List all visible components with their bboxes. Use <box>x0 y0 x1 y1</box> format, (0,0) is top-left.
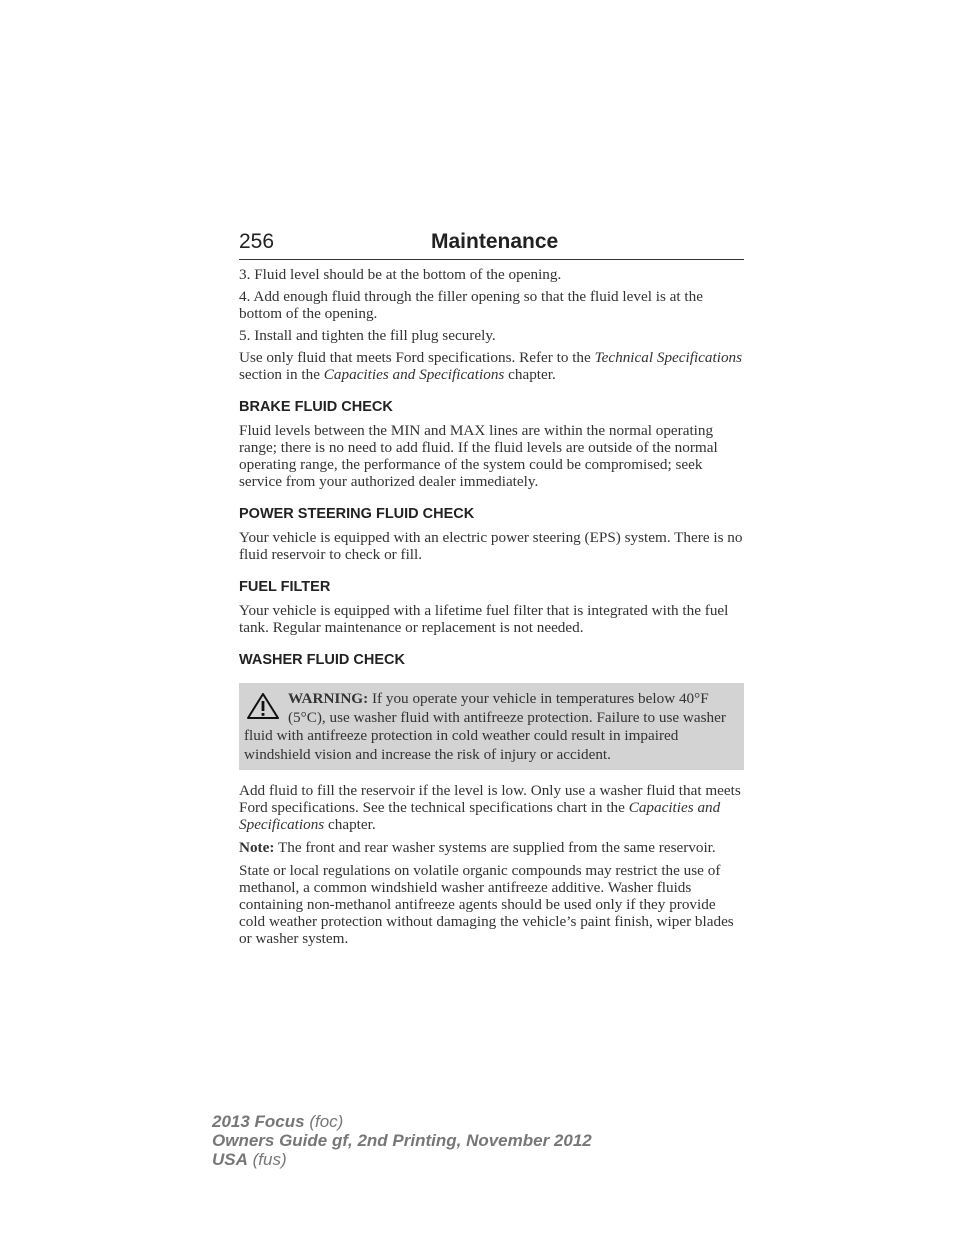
warning-label: WARNING: <box>288 690 369 707</box>
step-5: 5. Install and tighten the fill plug securely. <box>239 327 496 344</box>
warning-text: If you operate your vehicle in temperatures below 40°F (5°C), use washer fluid with antifreeze protection. Failure to use washer fluid with antifreeze protection in cold weather could result in impaired windshield vision and increase the risk of injury or accident. <box>244 690 726 763</box>
heading-brake-fluid: BRAKE FLUID CHECK <box>239 399 393 415</box>
heading-washer-fluid: WASHER FLUID CHECK <box>239 652 405 668</box>
link-technical-specifications: Technical Specifications <box>594 349 743 366</box>
fuel-filter-text: Your vehicle is equipped with a lifetime fuel filter that is integrated with the fuel tank. Regular maintenance or replacement is not needed. <box>239 602 729 636</box>
step-3: 3. Fluid level should be at the bottom of the opening. <box>239 266 562 283</box>
link-capacities-specifications: Capacities and Specifications <box>323 366 505 383</box>
washer-note: Note: The front and rear washer systems are supplied from the same reservoir. <box>239 839 716 856</box>
page-footer <box>212 1112 592 1169</box>
page-content <box>239 266 744 953</box>
link-capacities-specifications-2: Capacities and Specifications <box>239 799 721 833</box>
washer-add-text: Add fluid to fill the reservoir if the level is low. Only use a washer fluid that meets Ford specifications. See the technical specifications chart in the Capacities and Specifications chapter. <box>239 782 741 833</box>
brake-text: Fluid levels between the MIN and MAX lines are within the normal operating range; there is no need to add fluid. If the fluid levels are outside of the normal operating range, the performance of the system could be compromised; seek service from your authorized dealer immediately. <box>239 422 718 490</box>
spec-note: Use only fluid that meets Ford specifications. Refer to the Technical Specifications section in the Capacities and Specifications chapter. <box>239 349 743 383</box>
footer-guide: Owners Guide gf, 2nd Printing, November 2012 <box>212 1131 592 1150</box>
footer-model: 2013 Focus (foc) <box>212 1112 344 1131</box>
washer-regulations: State or local regulations on volatile organic compounds may restrict the use of methanol, a common windshield washer antifreeze additive. Washer fluids containing non-methanol antifreeze agents should be used only if they provide cold weather protection without damaging the vehicle’s paint finish, wiper blades or washer system. <box>239 862 734 947</box>
note-label: Note: <box>239 839 275 856</box>
page-header <box>239 228 744 260</box>
page-number: 256 <box>239 230 275 253</box>
step-4: 4. Add enough fluid through the filler opening so that the fluid level is at the bottom of the opening. <box>239 288 703 322</box>
warning-box <box>239 683 744 770</box>
heading-power-steering: POWER STEERING FLUID CHECK <box>239 506 475 522</box>
footer-market: USA (fus) <box>212 1150 287 1169</box>
page-title: Maintenance <box>431 230 559 253</box>
heading-fuel-filter: FUEL FILTER <box>239 579 331 595</box>
warning-triangle-icon <box>246 692 280 720</box>
power-steering-text: Your vehicle is equipped with an electric power steering (EPS) system. There is no fluid reservoir to check or fill. <box>239 529 743 563</box>
